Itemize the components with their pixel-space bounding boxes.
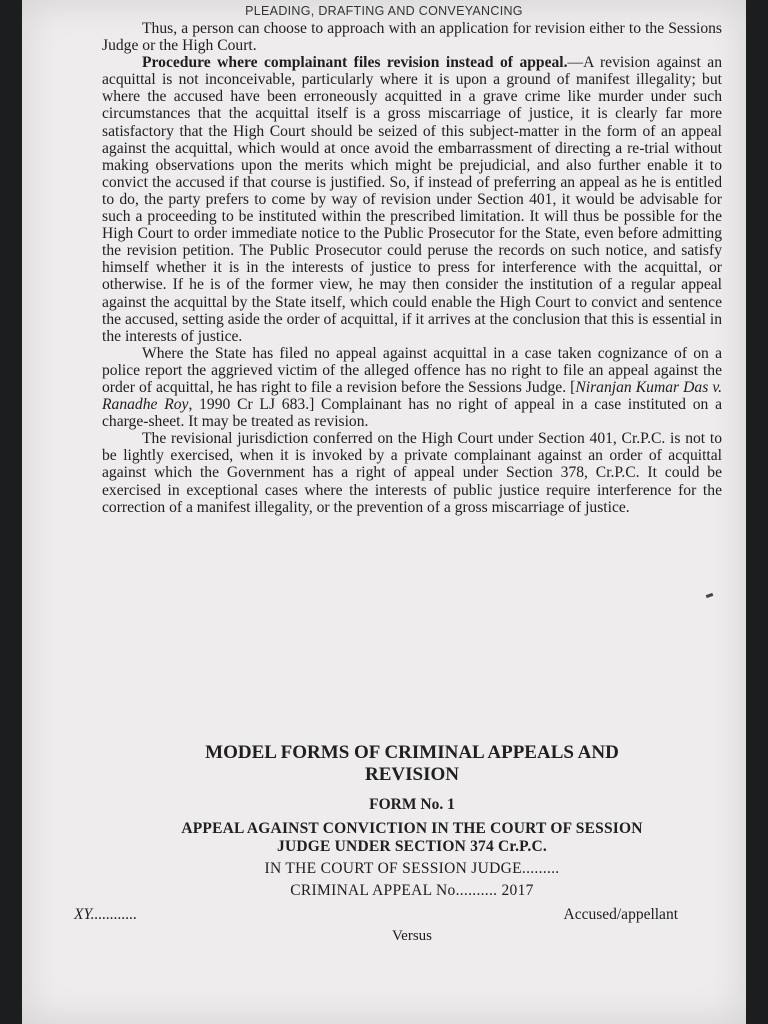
criminal-appeal-line: CRIMINAL APPEAL No.......... 2017 <box>290 882 534 899</box>
party-name: XY............ <box>74 906 138 923</box>
model-forms-title-line2: REVISION <box>365 764 459 785</box>
pencil-mark <box>706 593 714 598</box>
book-page <box>22 0 746 1024</box>
party-role: Accused/appellant <box>563 906 678 923</box>
model-forms-title-line1: MODEL FORMS OF CRIMINAL APPEALS AND <box>205 742 619 763</box>
state-no-appeal-text: Where the State has filed no appeal against acquittal in a case taken cognizance of on a police report the aggrieved victim of the alleged offence has no right to file an appeal against the order of acquittal, he has right to file a revision before the Sessions Judge. [ <box>102 344 722 396</box>
paragraph-revisional-jurisdiction: The revisional jurisdiction conferred on the High Court under Section 401, Cr.P.C. is not to be lightly exercised, when it is invoked by a private complainant against an order of acquittal against which the Government has a right of appeal under Section 378, Cr.P.C. It could be exercised in exceptional cases where the interests of public justice require interference for the correction of a manifest illegality, or the prevention of a gross miscarriage of justice. <box>102 430 722 516</box>
state-no-appeal-text-end: , 1990 Cr LJ 683.] Complainant has no right of appeal in a case instituted on a charge-sheet. It may be treated as revision. <box>102 396 723 431</box>
procedure-body: —A revision against an acquittal is not inconceivable, particularly where it is upon a ground of manifest illegality; but where the accused have been erroneously acquitted in a grave crime like murder under such circumstances that the acquittal itself is a gross miscarriage of justice, it is clearly far more satisfactory that the High Court should be seized of this subject-matter in the form of an appeal against the acquittal, which would at once avoid the embarrassment of directing a re-trial without making observations upon the merits which might be prejudicial, and also further enable it to convict the accused if that course is justified. So, if instead of preferring an appeal as he is entitled to do, the party prefers to come by way of revision under Section 401, it would be advisable for such a proceeding to be instituted within the prescribed limitation. It will thus be possible for the High Court to order immediate notice to the Public Prosecutor for the State, even before admitting the revision petition. The Public Prosecutor could peruse the records on such notice, and satisfy himself whether it is in the interests of justice to press for interference with the acquittal, or otherwise. If he is of the former view, he may then consider the institution of a regular appeal against the acquittal by the State itself, which could enable the High Court to convict and sentence the accused, setting aside the order of acquittal, if it arrives at the conclusion that this is essential in the interests of justice. <box>102 54 722 345</box>
model-forms-title <box>102 742 722 786</box>
body-text <box>102 20 722 516</box>
procedure-heading: Procedure where complainant files revision instead of appeal. <box>142 54 568 72</box>
form-heading-line2: JUDGE UNDER SECTION 374 Cr.P.C. <box>277 838 547 855</box>
form-heading <box>90 820 734 856</box>
court-line: IN THE COURT OF SESSION JUDGE......... <box>264 860 560 877</box>
case-citation: Niranjan Kumar Das v. Ranadhe Roy <box>102 378 722 414</box>
paragraph-revision-choice: Thus, a person can choose to approach with an application for revision either to the Sessions Judge or the High Court. <box>102 20 722 55</box>
paragraph-state-no-appeal <box>102 345 722 430</box>
form-heading-line1: APPEAL AGAINST CONVICTION IN THE COURT OF SESSION <box>181 820 643 837</box>
paragraph-procedure <box>102 54 722 345</box>
running-head: PLEADING, DRAFTING AND CONVEYANCING <box>245 4 523 18</box>
form-number: FORM No. 1 <box>369 796 455 813</box>
versus-label: Versus <box>392 928 432 944</box>
